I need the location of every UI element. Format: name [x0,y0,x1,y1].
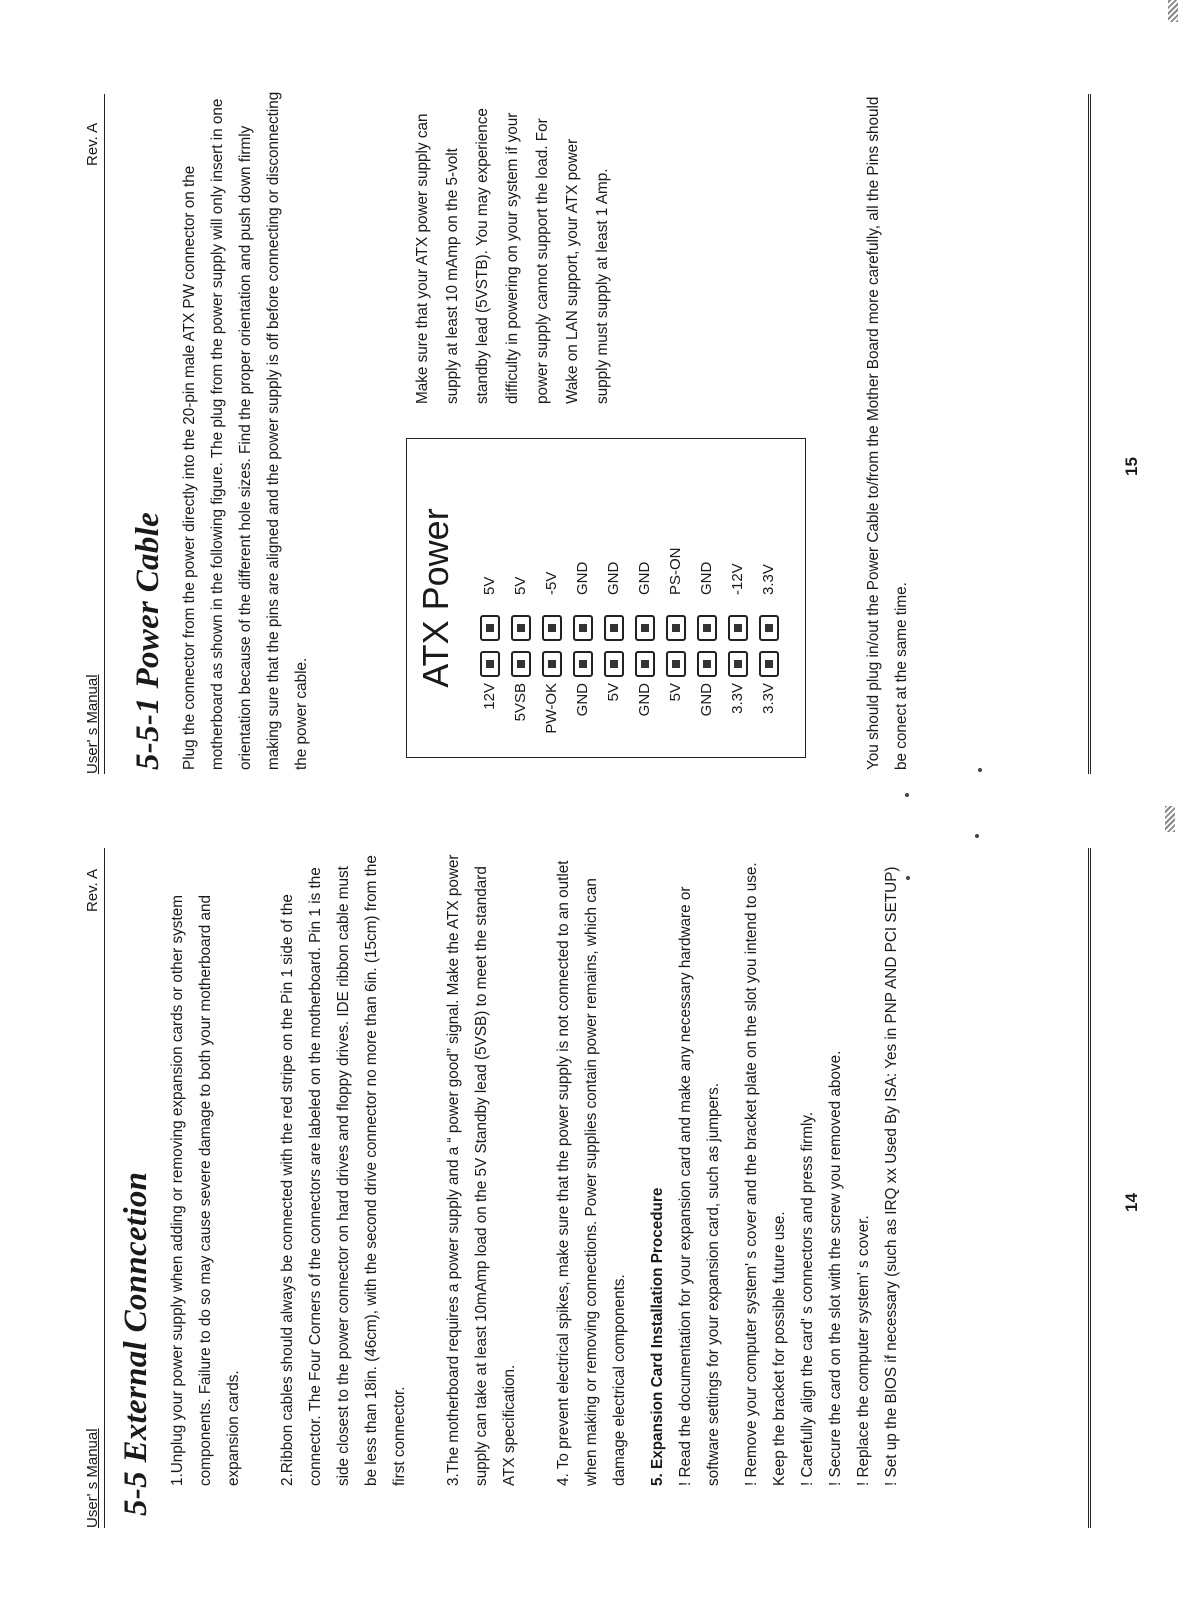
step-6: ! Set up the BIOS if necessary (such as IRQ xx Used By ISA: Yes in PNP AND PCI SETUP) [883,866,900,1486]
pin-label-left: 3.3V [760,683,777,714]
step-4: ! Secure the card on the slot with the screw you removed above. [827,1050,844,1486]
running-header-left: User' s Manual [84,674,101,774]
pin-socket [604,651,624,677]
pin-label-right: GND [698,561,715,595]
section-title: 5-5 External Conncetion [118,1171,154,1516]
paragraph-2: 2.Ribbon cables should always be connected with the red stripe on the Pin 1 side of the connector. The Four Corners of the connectors are labeled on the motherboard. Pin 1 is the side closest to the power connector on hard drives and floppy drives. IDE ribbon cable must be less than 18in. (46cm), with the second drive connector no more than 6in. (15cm) from the first connector. [279,855,408,1486]
scan-noise [1165,806,1175,832]
bottom-note: You should plug in/out the Power Cable to/from the Mother Board more carefully, all the Pins should be conect at the same time. [865,96,910,770]
pin-label-left: GND [636,683,653,717]
pin-label-right: -12V [729,563,746,595]
pin-label-right: 5V [481,576,498,595]
scan-speck [975,834,979,838]
scan-noise [1168,0,1178,22]
pin-socket [604,615,624,641]
pin-label-right: 5V [512,576,529,595]
step-5: ! Replace the computer system' s cover. [855,1215,872,1486]
step-1: ! Read the documentation for your expansion card and make any necessary hardware or software settings for your expansion card, such as jumpers. [677,886,722,1486]
pin-row [758,439,780,757]
paragraph-4: 4. To prevent electrical spikes, make sure that the power supply is not connected to an outlet when making or removing connections. Power supplies contain power remains, which can damage electrical components. [555,860,628,1486]
pin-row [510,439,532,757]
pin-socket [666,651,686,677]
paragraph-1: 1.Unplug your power supply when adding or removing expansion cards or other system components. Failure to do so may cause severe damage to both your motherboard and expansion cards. [169,895,242,1486]
pin-socket [728,651,748,677]
pin-socket [542,651,562,677]
scan-speck [905,793,909,797]
section-body [164,846,906,1486]
revision-label: Rev. A [84,868,101,912]
paragraph-3: 3.The motherboard requires a power supply and a “ power good” signal. Make the ATX power supply can take at least 10mAmp load on the 5V Standby lead (5VSB) to meet the standard ATX specification. [445,854,518,1486]
pin-socket [511,651,531,677]
header-rule [104,848,105,1528]
pin-socket [728,615,748,641]
scan-speck [978,768,982,772]
pin-row [696,439,718,757]
footer-rule [1088,848,1091,1528]
pin-label-left: PW-OK [543,683,560,734]
pin-label-left: GND [574,683,591,717]
page-number: 14 [1122,1193,1141,1212]
pin-label-left: 5VSB [512,683,529,722]
pin-socket [697,615,717,641]
atx-connector-diagram [406,438,806,758]
pin-label-left: 3.3V [729,683,746,714]
pin-row [634,439,656,757]
pin-row [479,439,501,757]
pin-label-left: 12V [481,683,498,710]
pin-label-left: 5V [605,683,622,702]
pin-row [572,439,594,757]
page-14 [0,806,1197,1612]
pin-label-left: GND [698,683,715,717]
pin-label-right: GND [605,561,622,595]
running-header-left: User' s Manual [84,1428,101,1528]
pin-socket [759,651,779,677]
pin-label-right: 3.3V [760,564,777,595]
footer-rule [1088,94,1091,774]
step-3: ! Carefully align the card' s connectors and press firmly. [799,1111,816,1486]
pin-label-right: GND [636,561,653,595]
power-supply-note: Make sure that your ATX power supply can supply at least 10 mAmp on the 5-volt standby lead (5VSTB). You may experience difficulty in powering on your system if your power supply cannot support the load. For Wake on LAN support, your ATX power supply must supply at least 1 Amp. [414,108,611,404]
pin-label-right: PS-ON [667,547,684,595]
pin-socket [759,615,779,641]
page-number: 15 [1122,457,1141,476]
pin-row [541,439,563,757]
pin-row [727,439,749,757]
pin-socket [635,615,655,641]
pin-row [603,439,625,757]
pin-socket [480,651,500,677]
procedure-heading: 5. Expansion Card Installation Procedure [649,1187,666,1486]
pin-socket [635,651,655,677]
pin-label-right: GND [574,561,591,595]
intro-text: Plug the connector from the power directly into the 20-pin male ATX PW connector on the motherboard as shown in the following figure. The plug from the power supply will only insert in one orientation because of the different hole sizes. Find the proper orientation and push down firmly making sure that the pins are aligned and the power supply is off before connecting or disconnecting the power cable. [181,91,310,770]
pin-socket [573,651,593,677]
pin-socket [666,615,686,641]
pin-socket [697,651,717,677]
section-title: 5-5-1 Power Cable [130,511,166,770]
step-2: ! Remove your computer system' s cover and the bracket plate on the slot you intend to use. Keep the bracket for possible future use. [743,862,788,1486]
revision-label: Rev. A [84,122,101,166]
header-rule [104,94,105,774]
atx-title: ATX Power [415,508,456,688]
scan-speck [906,876,910,880]
pin-socket [542,615,562,641]
pin-socket [573,615,593,641]
pin-label-right: -5V [543,571,560,595]
pin-label-left: 5V [667,683,684,702]
pin-row [665,439,687,757]
pin-socket [511,615,531,641]
pin-socket [480,615,500,641]
